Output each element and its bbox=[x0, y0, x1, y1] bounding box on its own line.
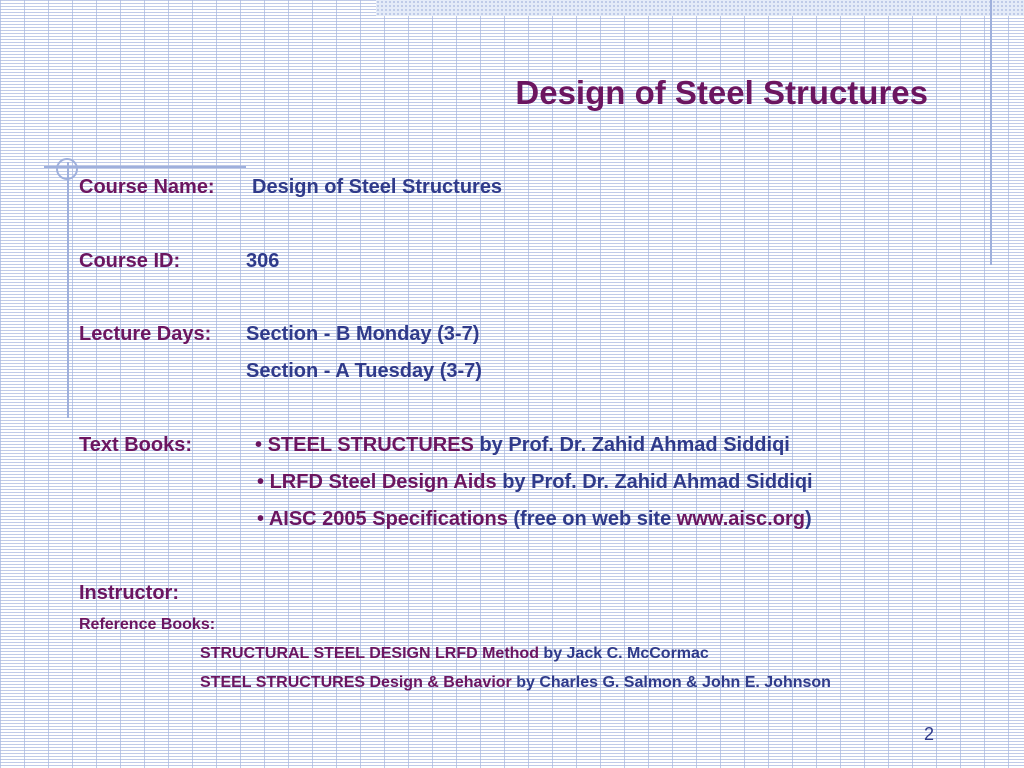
reference-book-title: STRUCTURAL STEEL DESIGN LRFD Method bbox=[200, 645, 539, 662]
bullet-icon: • bbox=[255, 434, 263, 456]
instructor-label: Instructor: bbox=[79, 582, 179, 604]
text-book-author: by Prof. Dr. Zahid Ahmad Siddiqi bbox=[496, 471, 813, 493]
reference-book-item bbox=[200, 645, 709, 663]
reference-books-label: Reference Books: bbox=[79, 616, 216, 633]
text-book-item bbox=[257, 508, 812, 531]
text-book-item bbox=[257, 471, 813, 494]
course-name-value: Design of Steel Structures bbox=[252, 176, 503, 198]
text-book-title: LRFD Steel Design Aids bbox=[269, 471, 497, 493]
lecture-days-label: Lecture Days: bbox=[79, 323, 212, 345]
bullet-icon: • bbox=[257, 508, 265, 530]
reference-book-author: by Charles G. Salmon & John E. Johnson bbox=[511, 674, 831, 691]
lecture-day-section-b: Section - B Monday (3-7) bbox=[246, 323, 480, 345]
reference-book-item bbox=[200, 674, 831, 692]
top-decorative-band bbox=[376, 0, 1024, 16]
text-book-author: by Prof. Dr. Zahid Ahmad Siddiqi bbox=[473, 434, 790, 456]
left-decorative-line bbox=[67, 162, 69, 418]
lecture-day-section-a: Section - A Tuesday (3-7) bbox=[246, 360, 482, 382]
slide-title: Design of Steel Structures bbox=[515, 74, 928, 111]
aisc-link[interactable]: www.aisc.org bbox=[676, 508, 805, 530]
page-number: 2 bbox=[924, 724, 935, 744]
text-book-note: (free on web site bbox=[507, 508, 677, 530]
reference-book-author: by Jack C. McCormac bbox=[538, 645, 709, 662]
text-book-title: AISC 2005 Specifications bbox=[268, 508, 508, 530]
reference-book-title: STEEL STRUCTURES Design & Behavior bbox=[200, 674, 512, 691]
text-book-note-close: ) bbox=[804, 508, 812, 530]
text-book-item bbox=[255, 434, 790, 457]
course-id-value: 306 bbox=[246, 250, 280, 272]
decorative-circle-icon bbox=[56, 158, 78, 180]
text-books-label: Text Books: bbox=[79, 434, 192, 456]
text-book-title: STEEL STRUCTURES bbox=[267, 434, 474, 456]
course-id-label: Course ID: bbox=[79, 250, 181, 272]
course-name-label: Course Name: bbox=[79, 176, 215, 198]
bullet-icon: • bbox=[257, 471, 265, 493]
right-decorative-line bbox=[990, 0, 992, 265]
